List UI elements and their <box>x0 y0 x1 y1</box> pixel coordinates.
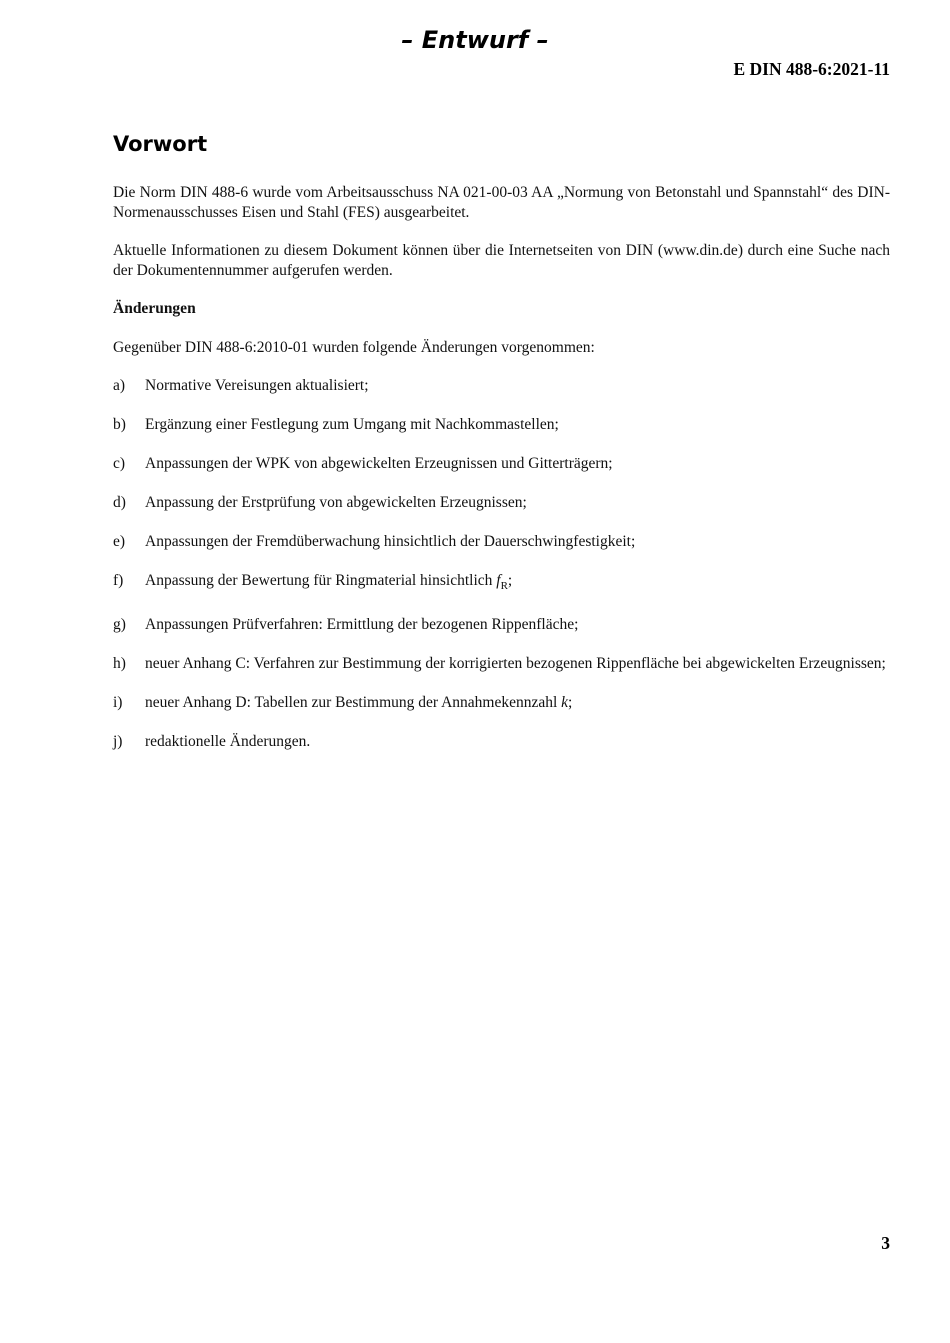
list-item-text: neuer Anhang C: Verfahren zur Bestimmung der korrigierten bezogenen Rippenfläche bei abgewickelten Erzeugnissen; <box>145 655 886 672</box>
list-item-letter: e) <box>113 533 126 550</box>
list-item-text-main: neuer Anhang D: Tabellen zur Bestimmung der Annahmekennzahl <box>145 694 562 711</box>
draft-watermark-title: – Entwurf – <box>401 26 549 54</box>
list-item <box>113 454 890 474</box>
list-item-letter: c) <box>113 455 126 472</box>
list-item-letter: i) <box>113 694 123 711</box>
math-symbol-k: k <box>561 694 569 711</box>
list-item-text: Anpassungen Prüfverfahren: Ermittlung der bezogenen Rippenfläche; <box>145 616 579 633</box>
list-item-text: Anpassungen der WPK von abgewickelten Erzeugnissen und Gitterträgern; <box>145 455 613 472</box>
foreword-paragraph-information: Aktuelle Informationen zu diesem Dokument können über die Internetseiten von DIN (www.din.de) durch eine Suche nach der Dokumentennummer aufgerufen werden. <box>113 242 890 279</box>
changes-list <box>113 376 890 752</box>
section-title: Vorwort <box>113 132 208 156</box>
list-item-text-main: Anpassung der Bewertung für Ringmaterial hinsichtlich <box>145 572 497 589</box>
list-item <box>113 532 890 552</box>
list-item <box>113 693 890 713</box>
list-item <box>113 376 890 396</box>
list-item-text: Anpassung der Erstprüfung von abgewickelten Erzeugnissen; <box>145 494 527 511</box>
foreword-section <box>113 130 890 771</box>
math-subscript-r: R <box>500 580 508 592</box>
list-item-letter: a) <box>113 377 126 394</box>
document-identifier: E DIN 488-6:2021-11 <box>733 59 890 79</box>
list-item-letter: f) <box>113 572 124 589</box>
list-item <box>113 493 890 513</box>
list-item-text: Normative Vereisungen aktualisiert; <box>145 377 369 394</box>
list-item-suffix: ; <box>568 694 573 711</box>
list-item-letter: d) <box>113 494 126 511</box>
list-item-text: redaktionelle Änderungen. <box>145 733 311 750</box>
list-item <box>113 571 890 596</box>
changes-intro: Gegenüber DIN 488-6:2010-01 wurden folgende Änderungen vorgenommen: <box>113 339 595 356</box>
list-item-letter: b) <box>113 416 126 433</box>
list-item-letter: h) <box>113 655 126 672</box>
list-item <box>113 654 890 674</box>
math-symbol-f: f <box>496 572 501 589</box>
foreword-paragraph-committee: Die Norm DIN 488-6 wurde vom Arbeitsausschuss NA 021-00-03 AA „Normung von Betonstahl und Spannstahl“ des DIN-Normenausschusses Eisen und Stahl (FES) ausgearbeitet. <box>113 184 890 221</box>
list-item-text: Anpassungen der Fremdüberwachung hinsichtlich der Dauerschwingfestigkeit; <box>145 533 636 550</box>
list-item-text <box>145 693 890 713</box>
list-item-suffix: ; <box>507 572 513 589</box>
list-item <box>113 615 890 635</box>
list-item <box>113 732 890 752</box>
list-item-letter: g) <box>113 616 126 633</box>
list-item-text: Ergänzung einer Festlegung zum Umgang mit Nachkommastellen; <box>145 416 559 433</box>
list-item-text <box>145 571 890 596</box>
changes-heading: Änderungen <box>113 300 196 317</box>
list-item-letter: j) <box>113 733 123 750</box>
page-number: 3 <box>881 1233 890 1253</box>
list-item <box>113 415 890 435</box>
